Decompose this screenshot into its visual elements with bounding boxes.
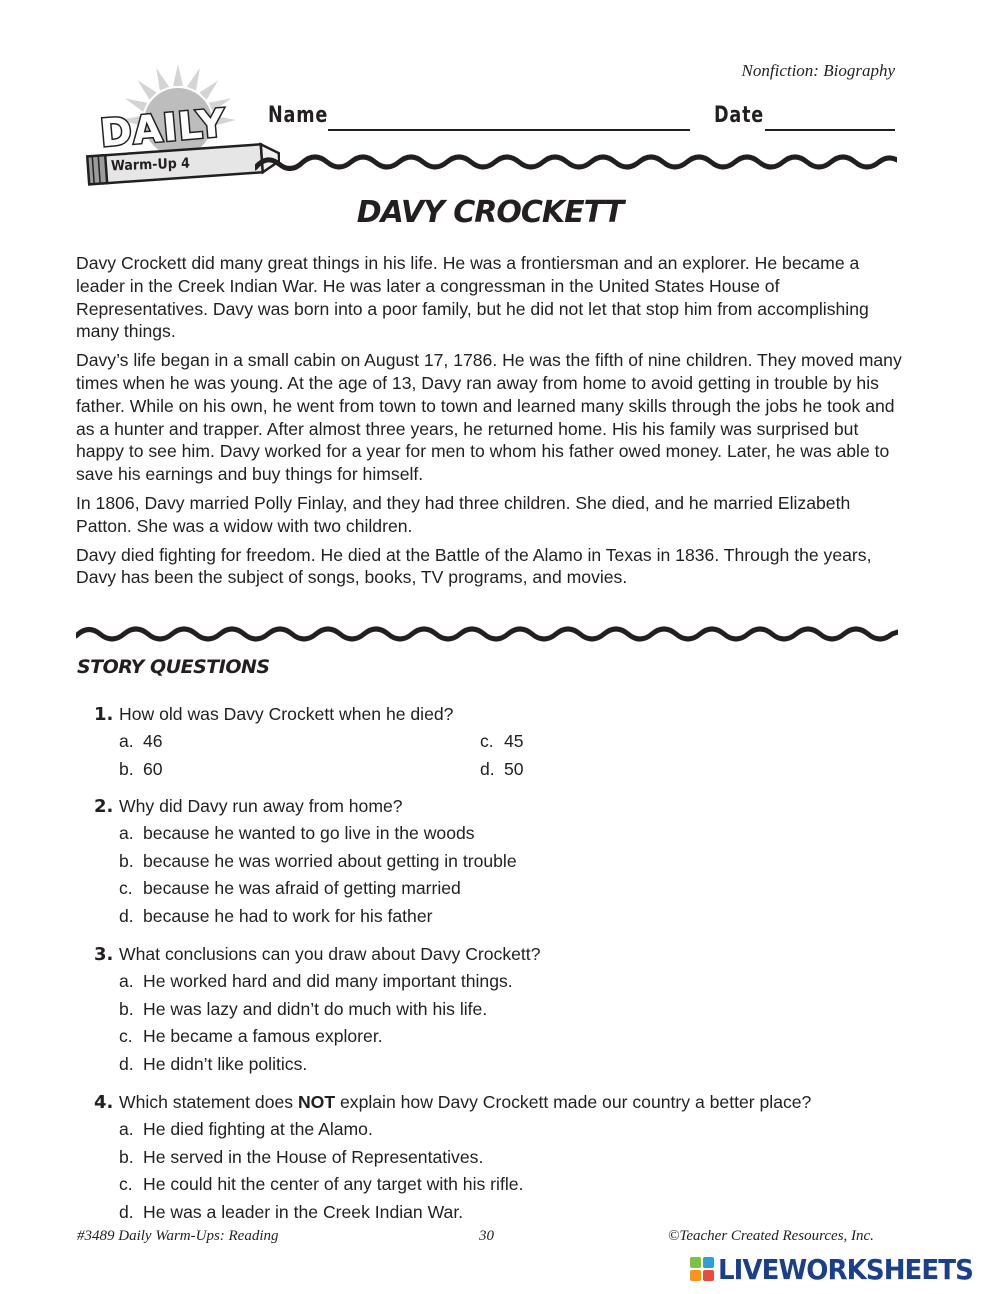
question-text: How old was Davy Crockett when he died? — [119, 704, 454, 724]
question-text: What conclusions can you draw about Davy Crockett? — [119, 944, 541, 964]
question-2 — [94, 792, 914, 931]
date-field[interactable] — [765, 129, 895, 131]
answer-option[interactable]: c. He could hit the center of any target with his rifle. — [119, 1174, 524, 1195]
answer-option[interactable]: d. 50 — [480, 758, 524, 779]
answer-option[interactable]: d. He didn’t like politics. — [119, 1054, 308, 1075]
question-text: Which statement does NOT explain how Davy Crockett made our country a better place? — [119, 1092, 812, 1112]
emphasis-not: NOT — [297, 1092, 336, 1112]
reading-passage — [76, 252, 906, 595]
passage-paragraph: In 1806, Davy married Polly Finlay, and they had three children. She died, and he married Elizabeth Patton. She was a widow with two children. — [76, 492, 851, 536]
answer-option[interactable]: b. 60 — [119, 758, 163, 779]
answer-option[interactable]: c. because he was afraid of getting married — [119, 878, 461, 899]
question-text: Why did Davy run away from home? — [119, 796, 403, 816]
answer-option[interactable]: c. He became a famous explorer. — [119, 1026, 383, 1047]
top-wave-divider — [255, 148, 897, 178]
answer-option[interactable]: c. 45 — [480, 731, 524, 751]
footer-book-title: #3489 Daily Warm-Ups: Reading — [77, 1228, 279, 1244]
passage-paragraph: Davy Crockett did many great things in his life. He was a frontiersman and an explorer. He became a leader in the Creek Indian War. He was later a congressman in the United States House of Representatives. Davy was born into a poor family, but he did not let that stop him from accomplishing many things. — [76, 253, 869, 342]
answer-option[interactable]: a. He died fighting at the Alamo. — [119, 1119, 373, 1139]
logo-word: DAILY — [98, 100, 228, 156]
liveworksheets-logo-icon — [690, 1257, 714, 1281]
liveworksheets-wordmark: LIVEWORKSHEETS — [718, 1253, 973, 1286]
answer-option[interactable]: a. because he wanted to go live in the woods — [119, 823, 475, 843]
question-number: 4. — [94, 1092, 114, 1113]
question-4 — [94, 1088, 914, 1227]
answer-option[interactable]: a. He worked hard and did many important things. — [119, 971, 513, 991]
question-3 — [94, 940, 914, 1079]
middle-wave-divider — [76, 620, 898, 650]
passage-paragraph: Davy died fighting for freedom. He died at the Battle of the Alamo in Texas in 1836. Through the years, Davy has been the subject of songs, books, TV programs, and movies. — [76, 544, 872, 588]
answer-option[interactable]: d. He was a leader in the Creek Indian War. — [119, 1202, 464, 1223]
name-field[interactable] — [328, 129, 690, 131]
name-label: Name — [268, 103, 329, 128]
question-1 — [94, 700, 914, 783]
answer-option[interactable]: b. because he was worried about getting in trouble — [119, 850, 517, 871]
footer-copyright: ©Teacher Created Resources, Inc. — [668, 1228, 874, 1244]
answer-option[interactable]: a. 46 — [119, 731, 163, 751]
logo-warmup-label: Warm-Up 4 — [110, 155, 191, 175]
genre-label: Nonfiction: Biography — [741, 61, 895, 80]
answer-option[interactable]: b. He was lazy and didn’t do much with his life. — [119, 998, 488, 1019]
page-title: DAVY CROCKETT — [356, 195, 624, 230]
question-number: 1. — [94, 704, 114, 725]
question-number: 3. — [94, 944, 114, 965]
questions-heading: STORY QUESTIONS — [77, 656, 270, 678]
footer-page-number: 30 — [479, 1228, 494, 1244]
passage-paragraph: Davy’s life began in a small cabin on August 17, 1786. He was the fifth of nine children. They moved many times when he was young. At the age of 13, Davy ran away from home to avoid getting in trouble by his father. While on his own, he went from town to town and learned many skills through the jobs he took and as a hunter and trapper. After almost three years, he returned home. His his family was surprised but happy to see him. Davy worked for a year for men to whom his father owed money. Later, he was able to save his earnings and buy things for himself. — [76, 350, 902, 485]
answer-option[interactable]: b. He served in the House of Representatives. — [119, 1146, 484, 1167]
answer-option[interactable]: d. because he had to work for his father — [119, 906, 433, 927]
question-number: 2. — [94, 796, 114, 817]
date-label: Date — [714, 103, 765, 128]
